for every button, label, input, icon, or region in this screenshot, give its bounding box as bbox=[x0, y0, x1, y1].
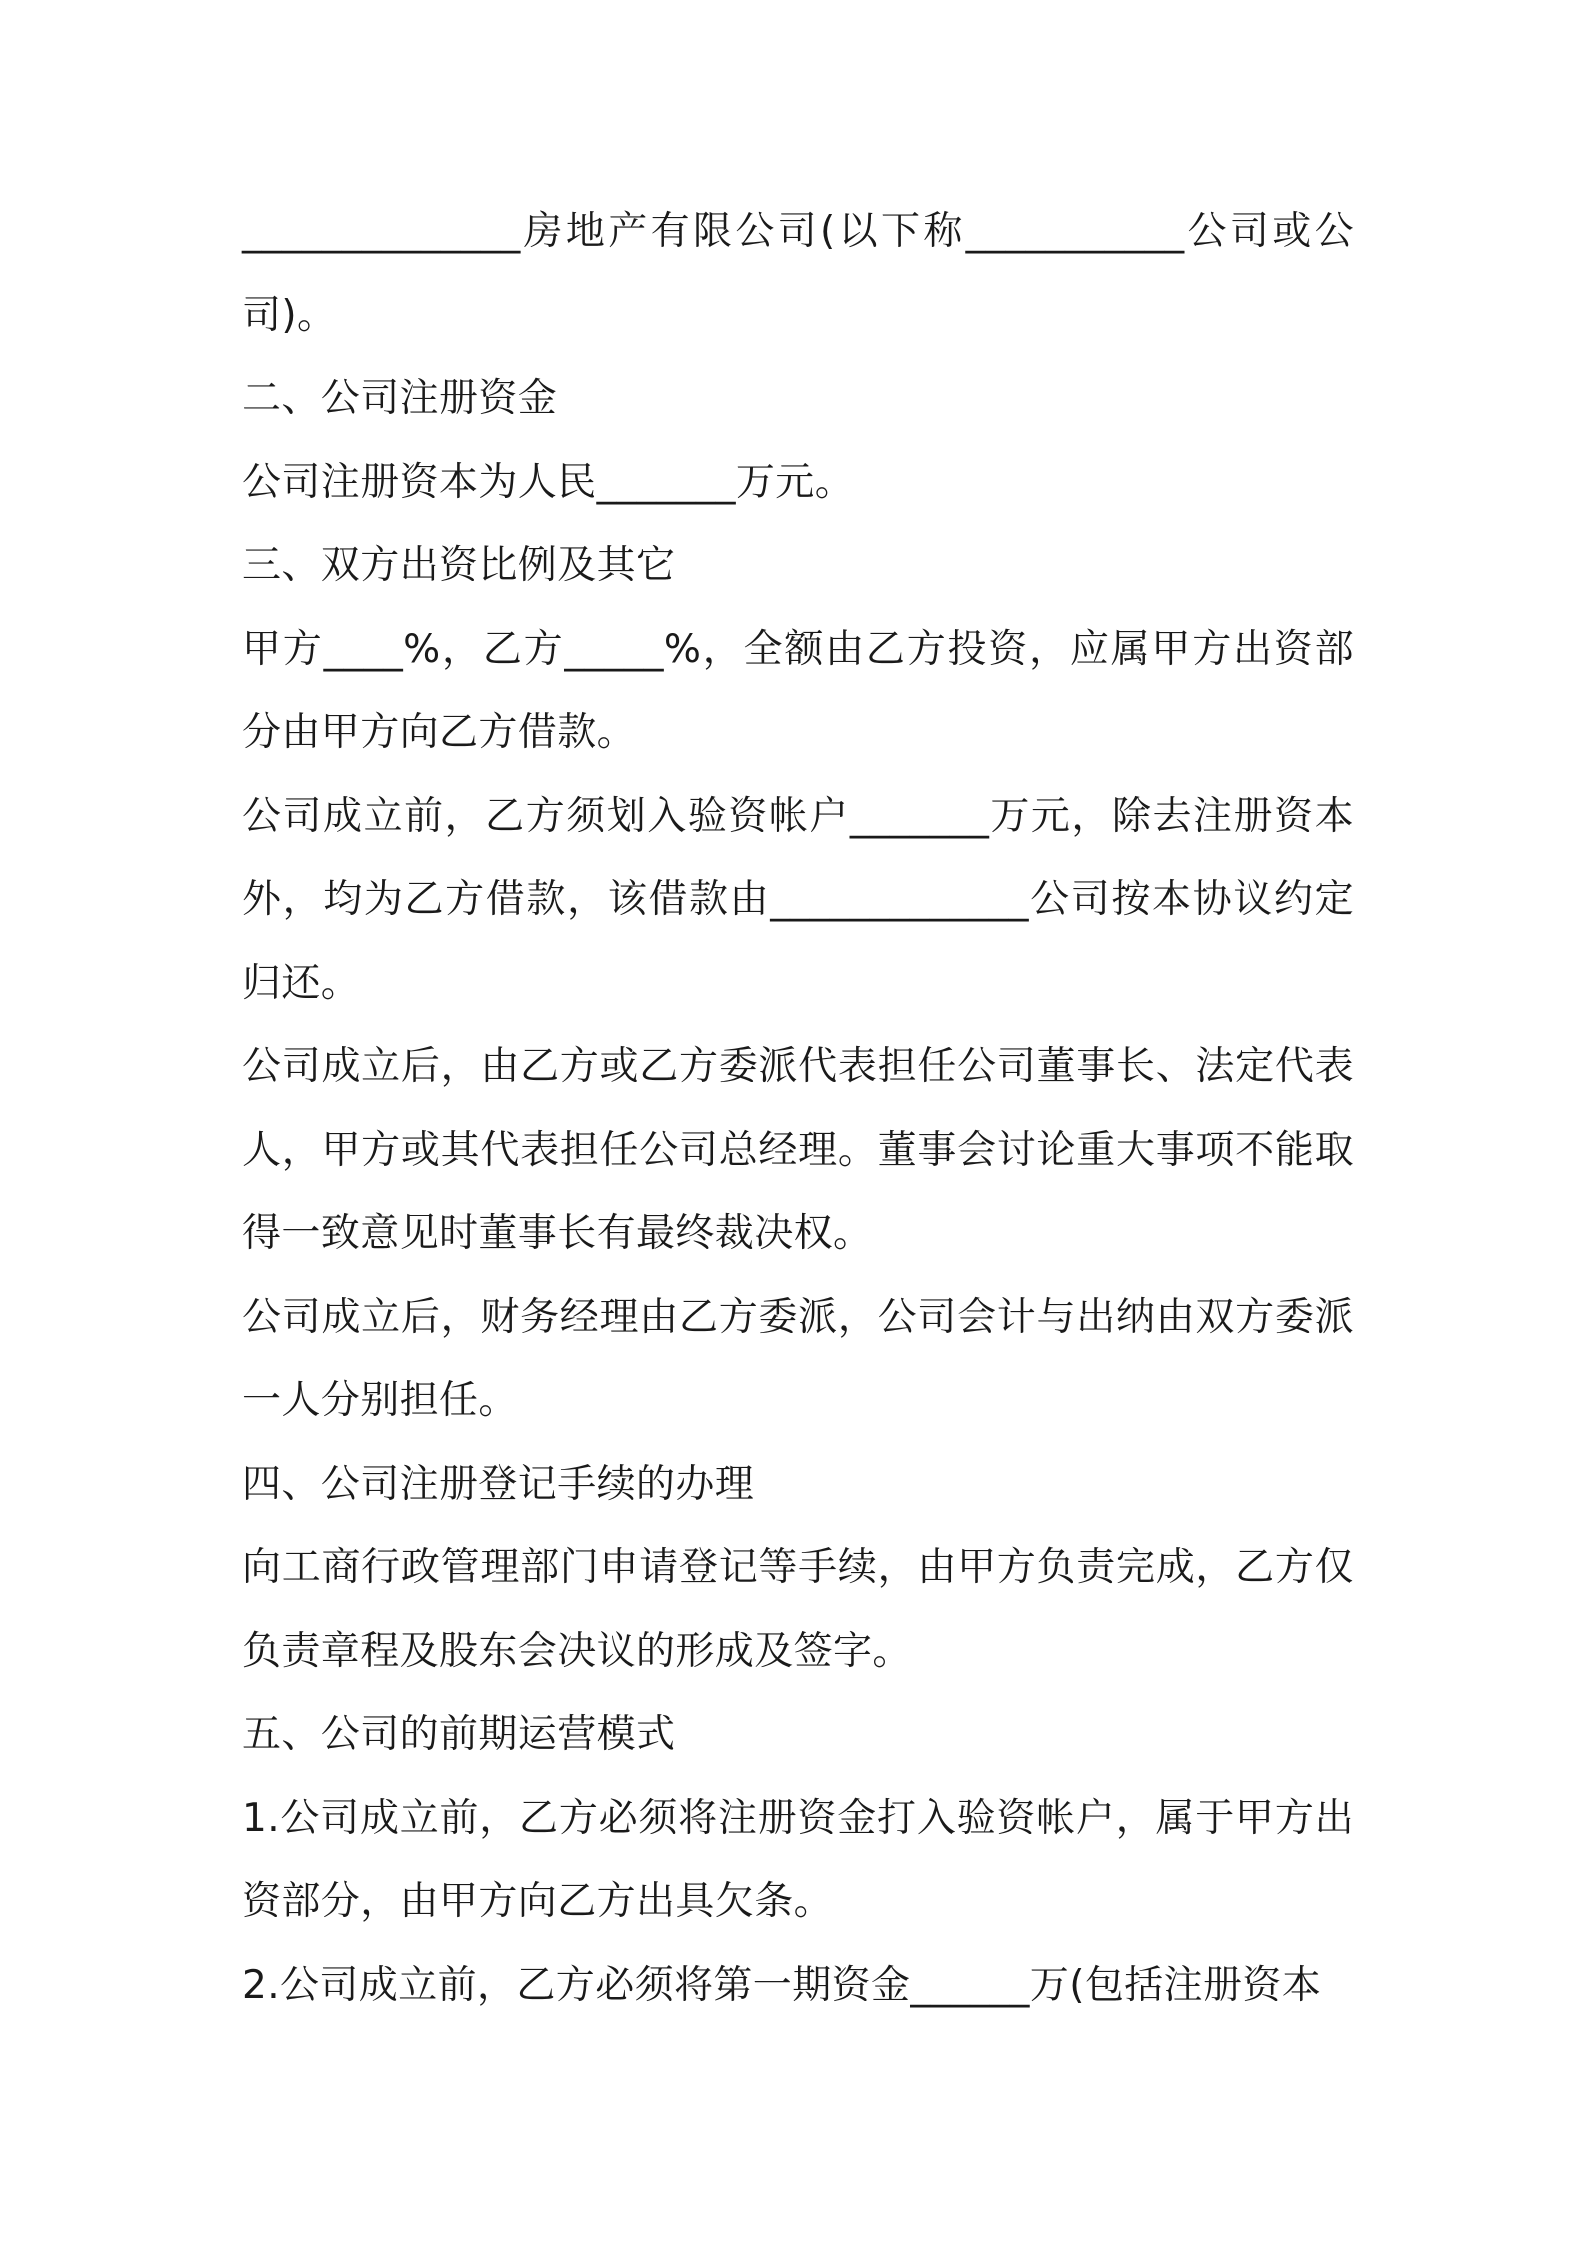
paragraph-operation-item-1: 1.公司成立前，乙方必须将注册资金打入验资帐户，属于甲方出资部分，由甲方向乙方出具欠条。 bbox=[242, 1795, 1354, 1924]
paragraph-registered-capital: 公司注册资本为人民_______万元。 bbox=[242, 459, 855, 505]
heading-registration-procedures: 四、公司注册登记手续的办理 bbox=[242, 1461, 755, 1507]
heading-investment-ratio: 三、双方出资比例及其它 bbox=[242, 543, 676, 588]
heading-operation-mode: 五、公司的前期运营模式 bbox=[242, 1712, 676, 1757]
paragraph-investment-ratio: 甲方____%，乙方_____%，全额由乙方投资，应属甲方出资部分由甲方向乙方借款。 bbox=[242, 626, 1354, 755]
paragraph-finance-manager: 公司成立后，财务经理由乙方委派，公司会计与出纳由双方委派一人分别担任。 bbox=[242, 1294, 1354, 1423]
paragraph-company-name: ______________房地产有限公司(以下称___________公司或公司)。 bbox=[242, 209, 1354, 338]
heading-registered-capital: 二、公司注册资金 bbox=[242, 376, 558, 421]
paragraph-registration-procedures: 向工商行政管理部门申请登记等手续，由甲方负责完成，乙方仅负责章程及股东会决议的形成及签字。 bbox=[242, 1545, 1354, 1674]
paragraph-operation-item-2: 2.公司成立前，乙方必须将第一期资金______万(包括注册资本 bbox=[242, 1962, 1322, 2008]
document-body bbox=[242, 190, 1354, 2027]
paragraph-chairman: 公司成立后，由乙方或乙方委派代表担任公司董事长、法定代表人，甲方或其代表担任公司总经理。董事会讨论重大事项不能取得一致意见时董事长有最终裁决权。 bbox=[242, 1044, 1354, 1256]
paragraph-verification-account: 公司成立前，乙方须划入验资帐户_______万元，除去注册资本外，均为乙方借款，该借款由_____________公司按本协议约定归还。 bbox=[242, 793, 1354, 1006]
